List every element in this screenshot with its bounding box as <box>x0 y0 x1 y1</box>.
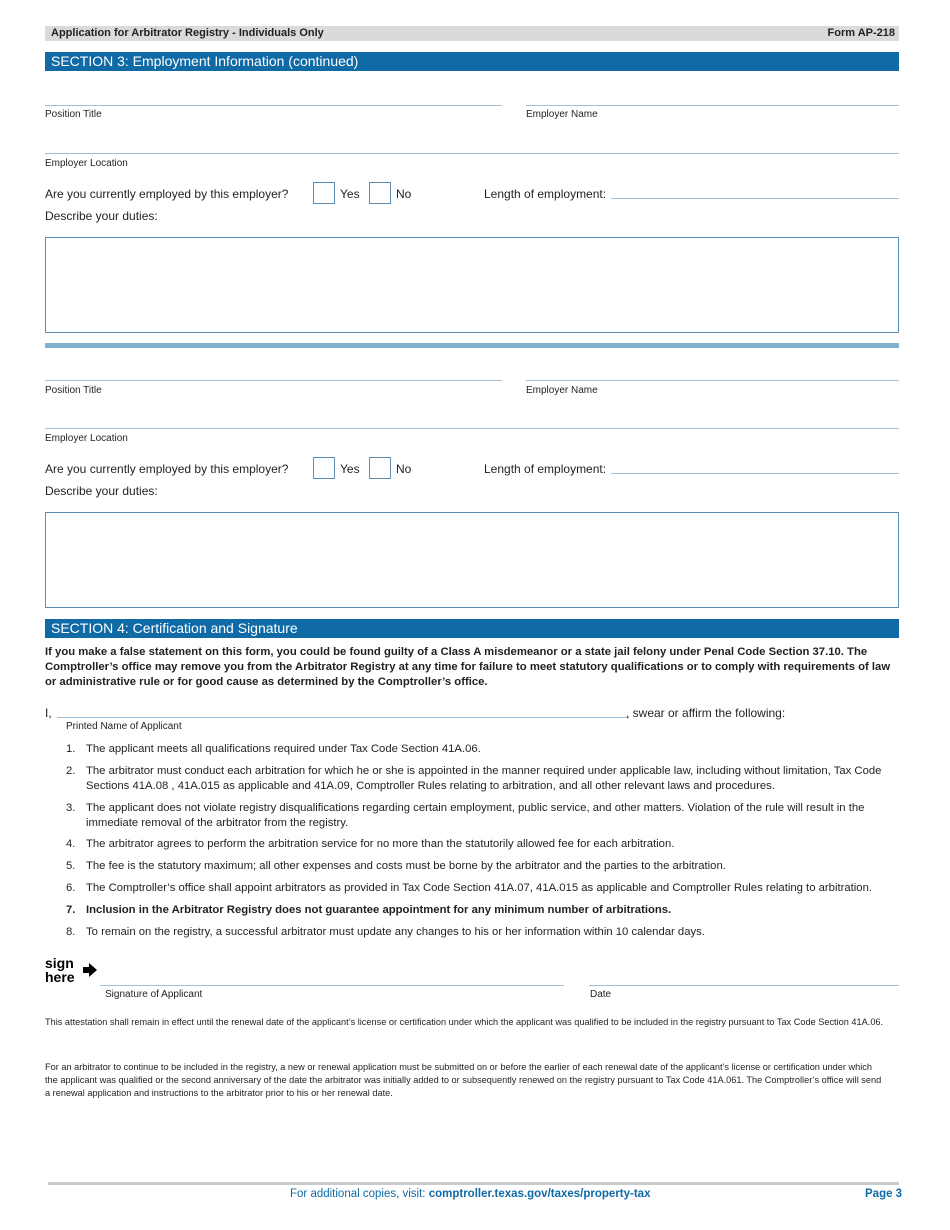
list-item-number: 6. <box>66 882 76 894</box>
list-item-text: To remain on the registry, a successful arbitrator must update any changes to his or her information within 10 calendar days. <box>86 926 705 938</box>
list-item-number: 3. <box>66 802 76 814</box>
employer-location-field[interactable] <box>45 428 899 429</box>
list-item-text: The applicant meets all qualifications required under Tax Code Section 41A.06. <box>86 743 481 755</box>
describe-duties-label: Describe your duties: <box>45 209 158 223</box>
list-item-number: 8. <box>66 926 76 938</box>
list-item-number: 5. <box>66 860 76 872</box>
sign-here-word-2: here <box>45 969 75 985</box>
list-item-text: The fee is the statutory maximum; all other expenses and costs must be borne by the arbitrator and the parties to the arbitration. <box>86 860 726 872</box>
length-of-employment-label: Length of employment: <box>484 187 607 201</box>
entry-divider <box>45 343 899 348</box>
swear-affirm-text: , swear or affirm the following: <box>626 706 786 720</box>
signature-field[interactable] <box>100 985 564 986</box>
employed-yes-label: Yes <box>340 187 360 201</box>
describe-duties-label: Describe your duties: <box>45 484 158 498</box>
list-item-text: Inclusion in the Arbitrator Registry does not guarantee appointment for any minimum number of arbitrations. <box>86 904 672 916</box>
employed-no-checkbox[interactable] <box>369 182 391 204</box>
footer-copies-text: For additional copies, visit: <box>290 1188 429 1200</box>
list-item-number: 2. <box>66 765 76 777</box>
employer-name-field[interactable] <box>526 105 899 106</box>
employed-yes-checkbox[interactable] <box>313 457 335 479</box>
position-title-field[interactable] <box>45 380 502 381</box>
length-of-employment-field[interactable] <box>611 198 899 199</box>
employed-no-label: No <box>396 462 412 476</box>
false-statement-warning: If you make a false statement on this form, you could be found guilty of a Class A misdemeanor or a state jail felony under Penal Code Section 37.10. The Comptroller’s office may remove you from the Arbitrator Registry at any time for failure to meet statutory qualifications or to comply with requirements of law or administrative rule or for good cause as determined by the Comptroller’s office. <box>45 646 891 688</box>
employed-question: Are you currently employed by this employer? <box>45 187 289 201</box>
signature-label: Signature of Applicant <box>105 989 203 1000</box>
employed-no-checkbox[interactable] <box>369 457 391 479</box>
employed-yes-label: Yes <box>340 462 360 476</box>
footer-url-link[interactable]: comptroller.texas.gov/taxes/property-tax <box>428 1188 651 1200</box>
position-title-label: Position Title <box>45 109 102 120</box>
list-item-text: The applicant does not violate registry disqualifications regarding certain employment, public service, and other matters. Violation of the rule will result in the immediate removal of the arbitrator from the registry. <box>86 802 865 829</box>
position-title-label: Position Title <box>45 385 102 396</box>
section-4-header: SECTION 4: Certification and Signature <box>45 619 899 638</box>
employed-yes-checkbox[interactable] <box>313 182 335 204</box>
employed-no-label: No <box>396 187 412 201</box>
duties-textarea[interactable] <box>45 237 899 333</box>
i-prefix: I, <box>45 706 52 720</box>
employer-location-field[interactable] <box>45 153 899 154</box>
date-label: Date <box>590 989 612 1000</box>
length-of-employment-field[interactable] <box>611 473 899 474</box>
page-number: Page 3 <box>865 1188 903 1200</box>
footer-divider <box>48 1182 899 1185</box>
footer-copies <box>290 1188 650 1200</box>
list-item-number: 1. <box>66 743 76 755</box>
form-title: Application for Arbitrator Registry - Individuals Only <box>51 27 324 39</box>
attestation-note: This attestation shall remain in effect until the renewal date of the applicant’s license or certification under which the applicant was qualified to be included in the registry pursuant to Tax Code Section 41A.06. <box>45 1017 884 1027</box>
duties-textarea[interactable] <box>45 512 899 608</box>
sign-here-marker <box>45 956 75 984</box>
form-number: Form AP-218 <box>827 27 895 39</box>
list-item-text: The Comptroller’s office shall appoint arbitrators as provided in Tax Code Section 41A.07, 41A.015 as applicable and Comptroller Rules relating to arbitration. <box>86 882 872 894</box>
employer-name-field[interactable] <box>526 380 899 381</box>
list-item-text: The arbitrator agrees to perform the arbitration service for no more than the statutorily allowed fee for each arbitration. <box>86 838 675 850</box>
length-of-employment-label: Length of employment: <box>484 462 607 476</box>
position-title-field[interactable] <box>45 105 502 106</box>
date-field[interactable] <box>589 985 899 986</box>
form-header-bar <box>45 26 899 41</box>
employer-location-label: Employer Location <box>45 158 128 169</box>
sign-here-word-1: sign <box>45 955 74 971</box>
employer-location-label: Employer Location <box>45 433 128 444</box>
list-item-text: The arbitrator must conduct each arbitration for which he or she is appointed in the manner required under applicable law, including without limitation, Tax Code Sections 41A.08 , 41A.015 as applicable and 41A.09, Comptroller Rules relating to arbitration, and all other relevant laws and procedures. <box>86 765 882 792</box>
printed-name-field[interactable] <box>57 717 629 718</box>
employed-question: Are you currently employed by this employer? <box>45 462 289 476</box>
employer-name-label: Employer Name <box>526 109 598 120</box>
printed-name-label: Printed Name of Applicant <box>66 721 182 732</box>
section-3-header: SECTION 3: Employment Information (continued) <box>45 52 899 71</box>
renewal-note: For an arbitrator to continue to be included in the registry, a new or renewal application must be submitted on or before the earlier of each renewal date of the applicant’s license or certification under which the applicant was qualified or the second anniversary of the date the arbitrator was initially added to or subsequently renewed on the registry pursuant to Tax Code 41A.061. The Comptroller’s office will send a renewal application and instructions to the arbitrator prior to his or her renewal date. <box>45 1062 882 1098</box>
employer-name-label: Employer Name <box>526 385 598 396</box>
list-item-number: 4. <box>66 838 76 850</box>
list-item-number: 7. <box>66 904 76 916</box>
arrow-right-icon <box>83 963 97 977</box>
